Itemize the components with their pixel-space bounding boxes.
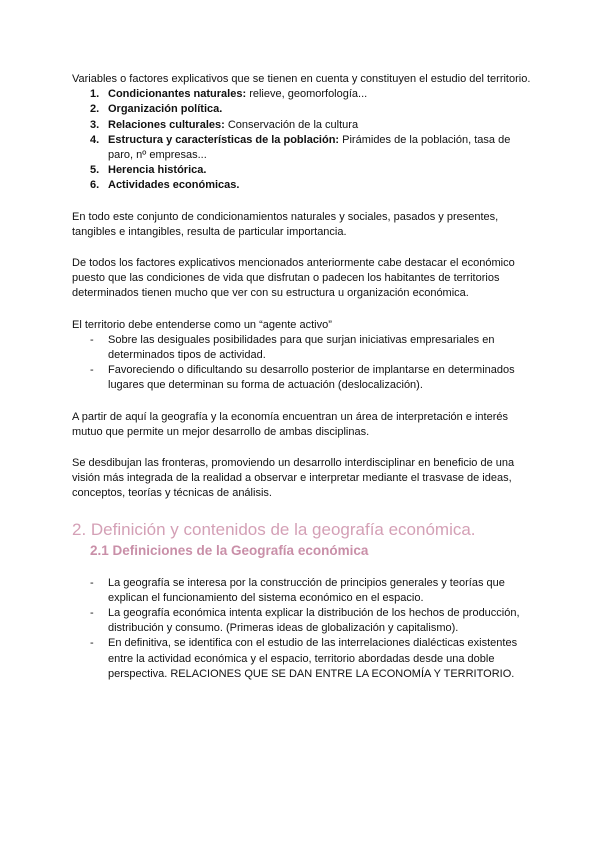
factor-title: Estructura y características de la población: [108,133,340,146]
factor-text: Pirámides de la población, tasa de paro, nº empresas... [108,133,511,162]
paragraph-fronteras: Se desdibujan las fronteras, promoviendo un desarrollo interdisciplinar en beneficio de una visión más integrada de la realidad a observar e interpretar mediante el trasvase de ideas, conceptos, teorías y técnicas de análisis. [72,457,515,500]
list-number: 6. [90,179,100,192]
definitions-list [72,576,532,682]
factor-title: Condicionantes naturales: [108,88,247,101]
list-item [72,87,532,102]
list-number: 2. [90,103,100,116]
list-number: 1. [90,88,100,101]
territorio-list [72,333,532,394]
list-item [72,102,532,117]
intro-paragraph: Variables o factores explicativos que se tienen en cuenta y constituyen el estudio del territorio. [72,73,531,85]
factor-title: Relaciones culturales: [108,118,225,131]
document-page [72,72,532,682]
list-item: - Sobre las desiguales posibilidades para que surjan iniciativas empresariales en determinados tipos de actividad. [72,333,532,363]
factors-list [72,87,532,193]
factor-text: Conservación de la cultura [224,118,359,131]
factor-text: relieve, geomorfología... [246,88,368,101]
factor-title: Herencia histórica. [108,164,207,177]
paragraph-interes: A partir de aquí la geografía y la economía encuentran un área de interpretación e interés mutuo que permite un mejor desarrollo de ambas disciplinas. [72,410,509,438]
list-number: 5. [90,164,100,177]
list-number: 4. [90,133,100,146]
territorio-lead: El territorio debe entenderse como un “agente activo” [72,318,332,331]
list-number: 3. [90,118,100,131]
subsection-heading: 2.1 Definiciones de la Geografía económica [90,542,369,558]
list-item: - Favoreciendo o dificultando su desarrollo posterior de implantarse en determinados lugares que determinan su forma de actuación (deslocalización). [72,363,532,393]
list-item [72,118,532,133]
paragraph-conjunto: En todo este conjunto de condicionamientos naturales y sociales, pasados y presentes, tangibles e intangibles, resulta de particular importancia. [72,210,499,238]
list-item [72,178,532,193]
factor-title: Actividades económicas. [108,179,240,192]
list-item: - En definitiva, se identifica con el estudio de las interrelaciones dialécticas existentes entre la actividad económica y el espacio, territorio abordadas desde una doble perspectiva. RELACIONES QUE SE DAN ENTRE LA ECONOMÍA Y TERRITORIO. [72,636,532,682]
section-heading: 2. Definición y contenidos de la geografía económica. [72,519,476,539]
list-item: - La geografía económica intenta explicar la distribución de los hechos de producción, distribución y consumo. (Primeras ideas de globalización y capitalismo). [72,606,532,636]
list-item: - La geografía se interesa por la construcción de principios generales y teorías que explican el funcionamiento del sistema económico en el espacio. [72,576,532,606]
factor-title: Organización política. [108,103,223,116]
list-item [72,163,532,178]
list-item [72,133,532,163]
paragraph-economico: De todos los factores explicativos mencionados anteriormente cabe destacar el económico puesto que las condiciones de vida que disfrutan o padecen los habitantes de territorios determinados tienen mucho que ver con su estructura u organización económica. [72,257,515,300]
